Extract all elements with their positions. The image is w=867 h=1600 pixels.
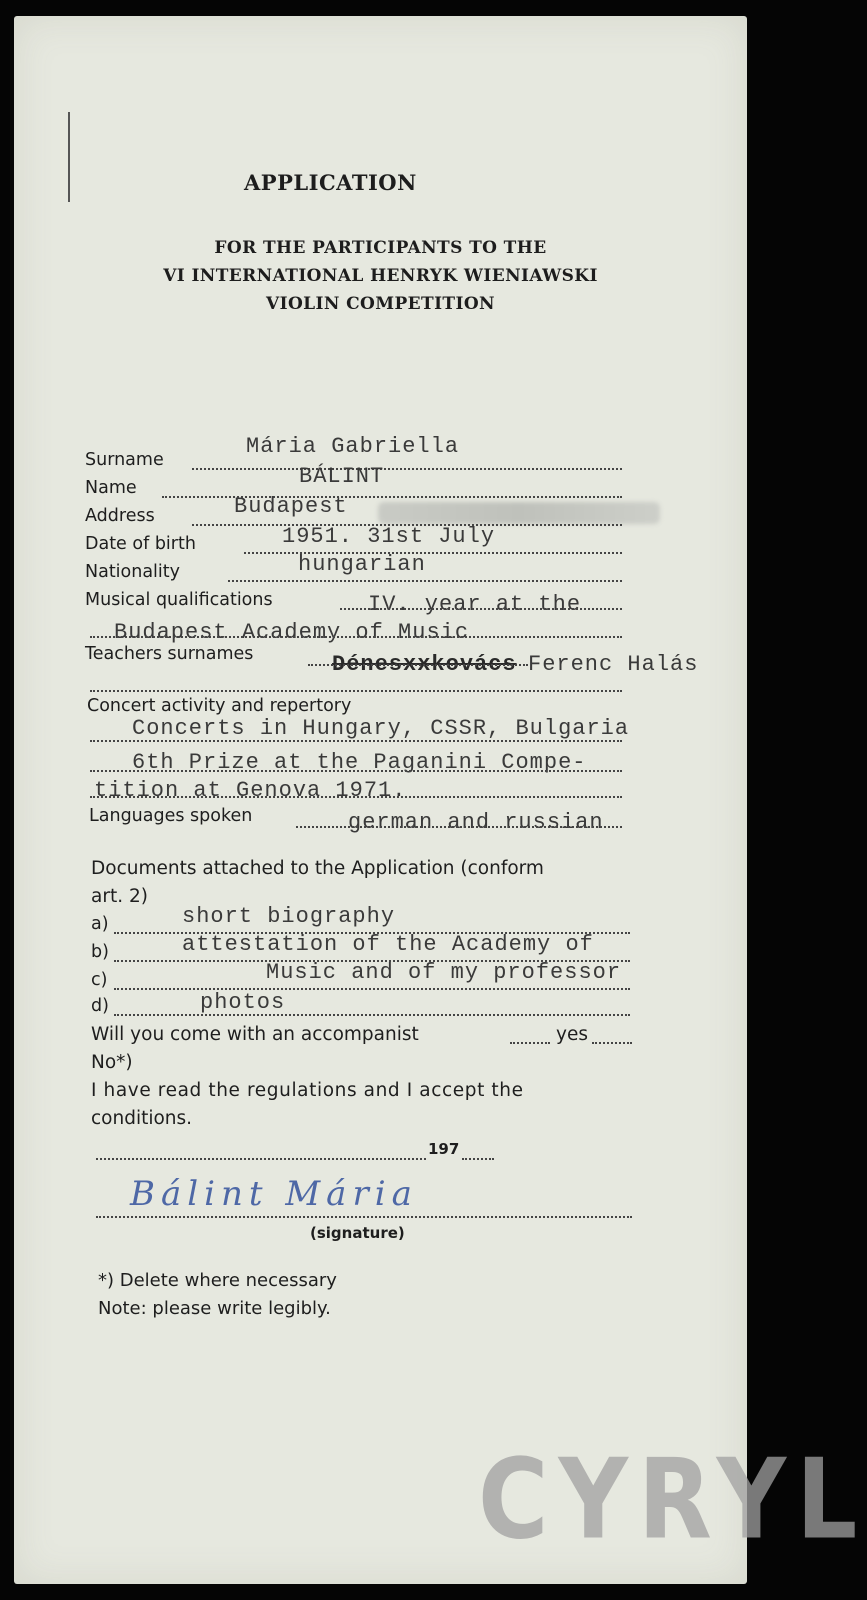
qualifications-line-1 — [340, 608, 622, 610]
concert-line-1 — [90, 740, 622, 742]
document-a-label: a) — [91, 914, 109, 934]
document-a-value: short biography — [182, 904, 396, 929]
concert-value-2: 6th Prize at the Paganini Compe- — [132, 750, 587, 775]
form-title: APPLICATION — [244, 170, 417, 195]
qualifications-line-2 — [90, 636, 622, 638]
address-value: Budapest — [234, 494, 348, 519]
nationality-line — [228, 580, 622, 582]
document-d-value: photos — [200, 990, 286, 1015]
document-b-label: b) — [91, 942, 109, 962]
surname-label: Surname — [85, 450, 164, 470]
dob-label: Date of birth — [85, 534, 196, 554]
document-b-value: attestation of the Academy of — [182, 932, 594, 957]
accompanist-yes-line — [592, 1042, 632, 1044]
address-label: Address — [85, 506, 155, 526]
accompanist-question: Will you come with an accompanist — [91, 1024, 419, 1045]
staple-mark — [68, 112, 70, 202]
accompanist-yes: yes — [556, 1024, 588, 1045]
footer-legibly-note: Note: please write legibly. — [98, 1298, 331, 1319]
dob-value: 1951. 31st July — [282, 524, 496, 549]
concert-value-3: tition at Genova 1971. — [94, 778, 407, 803]
handwritten-signature: Bálint Mária — [130, 1174, 418, 1214]
redacted-address — [378, 502, 660, 524]
form-subtitle-line2: VI INTERNATIONAL HENRYK WIENIAWSKI — [163, 266, 598, 286]
nationality-value: hungarian — [298, 552, 426, 577]
qualifications-value-2: Budapest Academy of Music — [114, 620, 470, 645]
teachers-struck-out: Dénesxxkovács — [332, 652, 517, 677]
date-line — [96, 1158, 426, 1160]
footer-delete-note: *) Delete where necessary — [98, 1270, 337, 1291]
name-label: Name — [85, 478, 137, 498]
teachers-label: Teachers surnames — [85, 644, 254, 664]
document-d-label: d) — [91, 996, 109, 1016]
languages-label: Languages spoken — [89, 806, 253, 826]
name-line — [162, 496, 622, 498]
date-year-prefix: 197 — [428, 1140, 460, 1158]
accompanist-line — [510, 1042, 550, 1044]
document-c-label: c) — [91, 970, 108, 990]
declaration-line-2: conditions. — [91, 1108, 193, 1129]
surname-value: Mária Gabriella — [246, 434, 460, 459]
document-d-line — [114, 1014, 630, 1016]
document-c-line — [114, 988, 630, 990]
date-year-line — [462, 1158, 494, 1160]
form-subtitle-line3: VIOLIN COMPETITION — [266, 294, 495, 314]
form-subtitle-line1: FOR THE PARTICIPANTS TO THE — [214, 238, 547, 258]
documents-intro: Documents attached to the Application (conform — [91, 858, 544, 879]
nationality-label: Nationality — [85, 562, 181, 582]
teachers-line-2 — [90, 690, 622, 692]
teachers-value: Ferenc Halás — [528, 652, 699, 677]
concert-value-1: Concerts in Hungary, CSSR, Bulgaria — [132, 716, 630, 741]
cyryl-watermark-logo: CYRYL — [478, 1435, 867, 1564]
concert-line-2 — [90, 770, 622, 772]
accompanist-no: No*) — [91, 1052, 133, 1073]
surname-line — [192, 468, 622, 470]
languages-value: german and russian — [348, 810, 604, 835]
name-value: BÁLINT — [299, 464, 385, 489]
qualifications-value-1: IV. year at the — [368, 592, 582, 617]
languages-line — [296, 826, 622, 828]
concert-line-3 — [90, 796, 622, 798]
signature-caption: (signature) — [310, 1224, 405, 1242]
concert-label: Concert activity and repertory — [87, 696, 352, 716]
qualifications-label: Musical qualifications — [85, 590, 273, 610]
signature-line — [96, 1216, 632, 1218]
declaration-line-1: I have read the regulations and I accept the — [91, 1080, 524, 1101]
teachers-line-1 — [308, 664, 528, 666]
application-form — [14, 16, 867, 1584]
document-c-value: Music and of my professor — [266, 960, 622, 985]
documents-intro-article: art. 2) — [91, 886, 148, 907]
